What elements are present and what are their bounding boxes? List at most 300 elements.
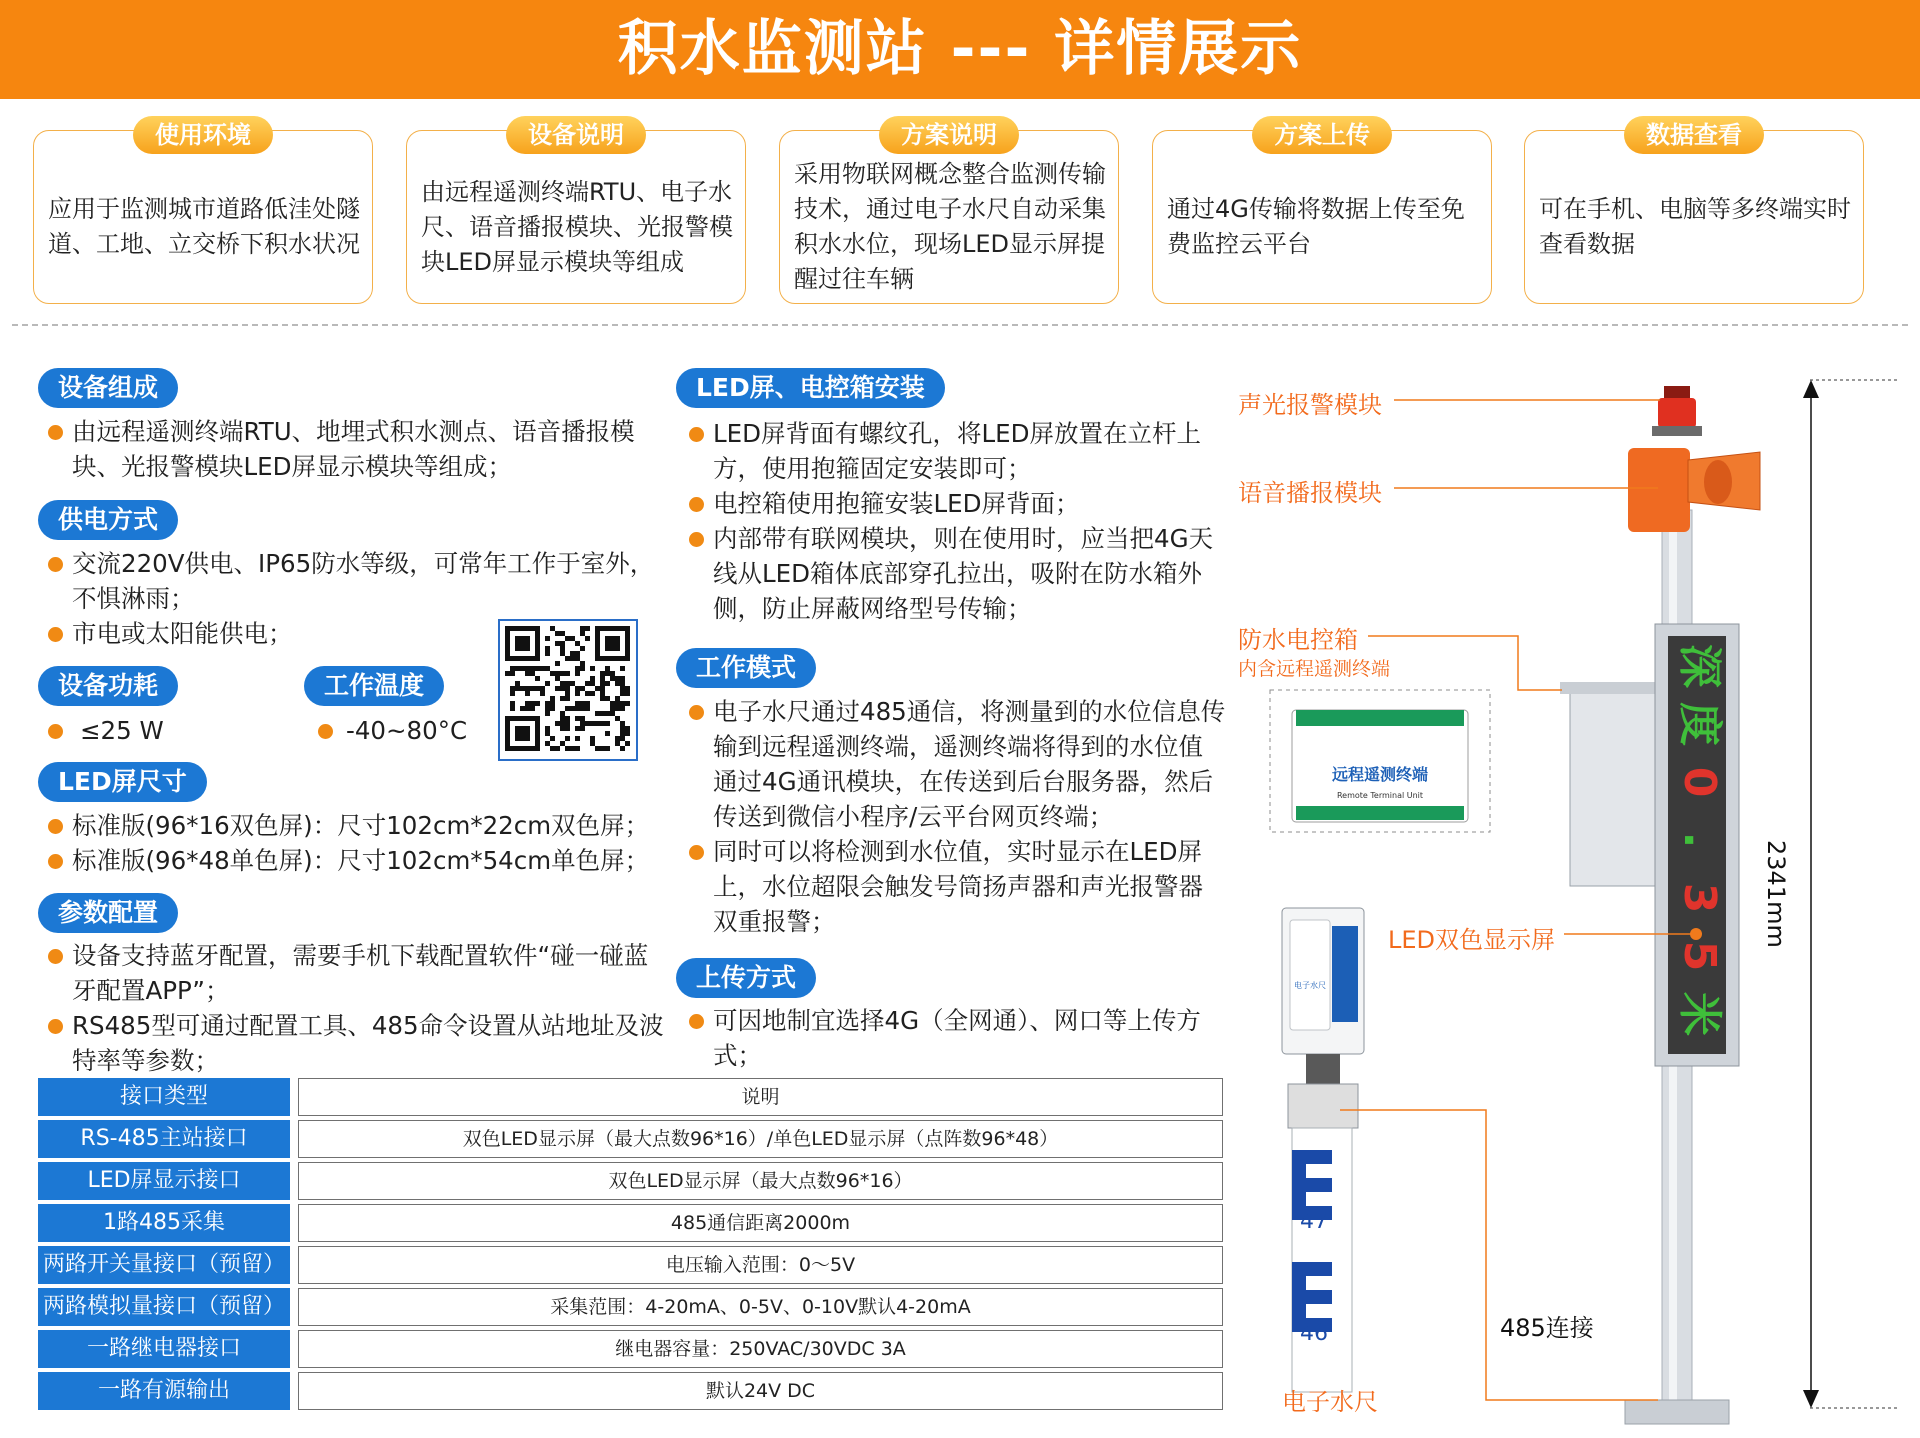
card-text: 采用物联网概念整合监测传输技术，通过电子水尺自动采集积水水位，现场LED显示屏提醒过往车辆	[794, 160, 1106, 293]
qr-module	[550, 626, 555, 631]
qr-module	[525, 641, 530, 646]
composition-text	[48, 414, 668, 484]
qr-module	[605, 671, 610, 676]
qr-module	[600, 626, 605, 631]
qr-module	[515, 636, 520, 641]
qr-module	[615, 656, 620, 661]
gauge-number: 47	[1300, 1209, 1328, 1234]
qr-module	[510, 671, 515, 676]
qr-module	[560, 716, 565, 721]
qr-module	[590, 681, 595, 686]
qr-module	[560, 671, 565, 676]
page-title: 积水监测站 --- 详情展示	[617, 14, 1303, 84]
qr-module	[515, 641, 520, 646]
section-title-power: 供电方式	[38, 500, 178, 540]
qr-module	[595, 686, 600, 691]
qr-module	[575, 691, 580, 696]
qr-module	[560, 641, 565, 646]
table-row	[38, 1162, 1224, 1200]
card-text: 可在手机、电脑等多终端实时查看数据	[1539, 195, 1851, 258]
qr-module	[580, 721, 585, 726]
qr-module	[600, 656, 605, 661]
led-character: .	[1674, 831, 1725, 849]
list-item: RS485型可通过配置工具、485命令设置从站地址及波特率等参数；	[48, 1008, 668, 1078]
qr-module	[510, 716, 515, 721]
qr-module	[570, 636, 575, 641]
qr-module	[605, 626, 610, 631]
qr-module	[625, 686, 630, 691]
section-title-temperature: 工作温度	[304, 666, 444, 706]
qr-module	[535, 626, 540, 631]
qr-module	[620, 746, 625, 751]
qr-module	[570, 746, 575, 751]
list-item: 标准版(96*16双色屏)：尺寸102cm*22cm双色屏；	[48, 808, 668, 843]
section-title-led-size: LED屏尺寸	[38, 762, 207, 802]
qr-module	[505, 741, 510, 746]
qr-module	[615, 741, 620, 746]
qr-module	[505, 721, 510, 726]
qr-module	[565, 686, 570, 691]
qr-module	[510, 656, 515, 661]
qr-module	[625, 646, 630, 651]
label-led-display: LED双色显示屏	[1388, 926, 1556, 954]
qr-module	[515, 646, 520, 651]
led-character: 5	[1674, 940, 1725, 972]
qr-module	[620, 736, 625, 741]
temperature-value	[318, 713, 467, 748]
qr-module	[580, 661, 585, 666]
qr-module	[505, 746, 510, 751]
qr-module	[625, 626, 630, 631]
qr-module	[515, 656, 520, 661]
rtu-name: 远程遥测终端	[1331, 765, 1429, 784]
list-item: 同时可以将检测到水位值，实时显示在LED屏上，水位超限会触发号筒扬声器和声光报警器双重报警；	[689, 834, 1227, 939]
qr-module	[610, 676, 615, 681]
qr-module	[625, 641, 630, 646]
control-box-lid	[1560, 682, 1660, 694]
qr-module	[565, 736, 570, 741]
qr-module	[520, 726, 525, 731]
qr-module	[600, 696, 605, 701]
qr-module	[535, 721, 540, 726]
qr-module	[620, 681, 625, 686]
qr-module	[530, 746, 535, 751]
qr-module	[525, 736, 530, 741]
qr-module	[510, 666, 515, 671]
dimension-arrow-bottom	[1803, 1390, 1819, 1408]
table-row	[38, 1330, 1224, 1368]
qr-module	[625, 656, 630, 661]
qr-module	[505, 656, 510, 661]
gauge-device-cable-box	[1306, 1054, 1340, 1084]
qr-module	[530, 666, 535, 671]
qr-module	[535, 736, 540, 741]
alarm-light	[1658, 398, 1696, 428]
qr-module	[515, 726, 520, 731]
table-cell-key: 两路开关量接口（预留）	[38, 1246, 290, 1284]
qr-module	[595, 626, 600, 631]
qr-module	[530, 701, 535, 706]
qr-module	[530, 716, 535, 721]
qr-module	[615, 716, 620, 721]
rtu-terminal-bottom	[1296, 806, 1464, 820]
qr-module	[570, 681, 575, 686]
qr-module	[620, 721, 625, 726]
qr-module	[610, 646, 615, 651]
qr-module	[525, 626, 530, 631]
table-cell-value: 485通信距离2000m	[298, 1204, 1223, 1242]
qr-module	[545, 681, 550, 686]
qr-module	[505, 726, 510, 731]
qr-module	[520, 646, 525, 651]
qr-module	[620, 706, 625, 711]
qr-module	[570, 706, 575, 711]
qr-module	[530, 656, 535, 661]
qr-module	[585, 681, 590, 686]
rtu-terminal-top	[1296, 710, 1464, 726]
table-cell-key: 一路继电器接口	[38, 1330, 290, 1368]
qr-module	[575, 641, 580, 646]
qr-module	[520, 706, 525, 711]
qr-module	[590, 721, 595, 726]
label-alarm-module: 声光报警模块	[1238, 391, 1382, 419]
qr-module	[600, 686, 605, 691]
qr-module	[510, 686, 515, 691]
label-485-link: 485连接	[1500, 1314, 1594, 1342]
qr-module	[605, 636, 610, 641]
list-item: 可因地制宜选择4G（全网通）、网口等上传方式；	[689, 1003, 1227, 1073]
qr-module	[545, 706, 550, 711]
qr-module	[525, 636, 530, 641]
qr-module	[515, 736, 520, 741]
qr-module	[610, 701, 615, 706]
list-item: 内部带有联网模块，则在使用时，应当把4G天线从LED箱体底部穿孔拉出，吸附在防水箱外侧，防止屏蔽网络型号传输；	[689, 521, 1227, 626]
qr-module	[620, 686, 625, 691]
qr-module	[620, 691, 625, 696]
qr-module	[595, 631, 600, 636]
qr-module	[535, 656, 540, 661]
qr-module	[505, 736, 510, 741]
label-dimension: 2341mm	[1762, 840, 1790, 948]
label-control-box-sub: 内含远程遥测终端	[1238, 658, 1391, 680]
qr-module	[575, 651, 580, 656]
qr-module	[550, 696, 555, 701]
qr-module	[555, 721, 560, 726]
card-solution-upload	[1152, 121, 1492, 304]
qr-module	[615, 626, 620, 631]
qr-module	[595, 651, 600, 656]
qr-module	[550, 701, 555, 706]
label-control-box: 防水电控箱	[1238, 626, 1358, 654]
qr-module	[535, 636, 540, 641]
qr-module	[590, 736, 595, 741]
qr-module	[505, 636, 510, 641]
qr-module	[535, 646, 540, 651]
table-row	[38, 1120, 1224, 1158]
qr-module	[505, 731, 510, 736]
consumption-value	[48, 713, 164, 748]
qr-module	[520, 636, 525, 641]
qr-module	[565, 696, 570, 701]
qr-module	[600, 711, 605, 716]
qr-module	[600, 676, 605, 681]
qr-module	[605, 721, 610, 726]
qr-module	[610, 656, 615, 661]
qr-module	[540, 666, 545, 671]
table-header-value: 说明	[298, 1078, 1223, 1116]
qr-code-image	[500, 621, 636, 759]
qr-module	[565, 671, 570, 676]
qr-module	[575, 701, 580, 706]
qr-module	[535, 716, 540, 721]
gauge-device-panel	[1290, 920, 1330, 1030]
qr-module	[580, 646, 585, 651]
qr-module	[625, 636, 630, 641]
led-size-text	[48, 808, 668, 878]
qr-module	[620, 676, 625, 681]
led-character: 3	[1674, 882, 1725, 914]
list-item: 交流220V供电、IP65防水等级，可常年工作于室外，不惧淋雨；	[48, 546, 668, 616]
table-row	[38, 1372, 1224, 1410]
list-item: 市电或太阳能供电；	[48, 616, 668, 651]
qr-module	[525, 691, 530, 696]
led-character: 0	[1674, 766, 1725, 798]
qr-module	[520, 666, 525, 671]
qr-module	[610, 626, 615, 631]
qr-module	[525, 666, 530, 671]
qr-module	[610, 671, 615, 676]
qr-module	[595, 636, 600, 641]
qr-module	[505, 651, 510, 656]
card-title: 设备说明	[506, 116, 646, 154]
list-item: 电子水尺通过485通信，将测量到的水位信息传输到远程遥测终端，遥测终端将得到的水位值通过4G通讯模块，在传送到后台服务器，然后传送到微信小程序/云平台网页终端；	[689, 694, 1227, 834]
qr-module	[575, 671, 580, 676]
qr-module	[535, 726, 540, 731]
gauge-number: 46	[1300, 1321, 1328, 1346]
gauge-device-label: 电子水尺	[1294, 981, 1326, 990]
qr-module	[515, 681, 520, 686]
qr-module	[515, 731, 520, 736]
qr-module	[605, 646, 610, 651]
gauge-device-sticker	[1332, 926, 1358, 1022]
qr-module	[515, 746, 520, 751]
qr-module	[590, 676, 595, 681]
qr-module	[600, 721, 605, 726]
card-title: 方案说明	[879, 116, 1019, 154]
qr-module	[525, 646, 530, 651]
qr-module	[605, 641, 610, 646]
pole-base	[1625, 1400, 1729, 1424]
card-solution-description	[779, 121, 1119, 304]
qr-module	[575, 656, 580, 661]
qr-module	[585, 721, 590, 726]
qr-module	[555, 746, 560, 751]
qr-module	[535, 741, 540, 746]
qr-module	[615, 696, 620, 701]
qr-module	[585, 626, 590, 631]
qr-module	[560, 721, 565, 726]
qr-module	[535, 666, 540, 671]
work-mode-text	[689, 694, 1227, 939]
qr-module	[585, 706, 590, 711]
qr-module	[525, 746, 530, 751]
callout-line-485	[1340, 1110, 1658, 1400]
list-item: 设备支持蓝牙配置，需要手机下载配置软件“碰一碰蓝牙配置APP”；	[48, 938, 668, 1008]
qr-module	[585, 636, 590, 641]
table-cell-value: 双色LED显示屏（最大点数96*16）	[298, 1162, 1223, 1200]
qr-module	[565, 716, 570, 721]
qr-module	[595, 646, 600, 651]
qr-module	[585, 691, 590, 696]
section-title-work-mode: 工作模式	[676, 648, 816, 688]
qr-module	[625, 726, 630, 731]
qr-module	[515, 666, 520, 671]
qr-module	[575, 686, 580, 691]
section-title-config: 参数配置	[38, 893, 178, 933]
qr-module	[545, 741, 550, 746]
qr-module	[590, 741, 595, 746]
qr-module	[535, 701, 540, 706]
qr-module	[535, 746, 540, 751]
card-text: 由远程遥测终端RTU、电子水尺、语音播报模块、光报警模块LED屏显示模块等组成	[421, 177, 733, 276]
qr-module	[520, 626, 525, 631]
qr-module	[520, 746, 525, 751]
gauge-bracket	[1288, 1084, 1358, 1128]
qr-module	[615, 681, 620, 686]
qr-module	[505, 671, 510, 676]
qr-module	[510, 706, 515, 711]
qr-module	[570, 656, 575, 661]
qr-module	[605, 711, 610, 716]
qr-module	[560, 631, 565, 636]
table-row	[38, 1246, 1224, 1284]
qr-module	[565, 726, 570, 731]
qr-module	[575, 726, 580, 731]
qr-module	[505, 716, 510, 721]
qr-module	[625, 631, 630, 636]
upload-text	[689, 1003, 1227, 1073]
qr-module	[570, 651, 575, 656]
table-header-row	[38, 1078, 1224, 1116]
qr-module	[555, 676, 560, 681]
qr-module	[535, 641, 540, 646]
section-title-consumption: 设备功耗	[38, 666, 178, 706]
qr-module	[595, 721, 600, 726]
qr-module	[575, 736, 580, 741]
qr-module	[545, 636, 550, 641]
qr-module	[615, 736, 620, 741]
qr-module	[610, 711, 615, 716]
qr-module	[550, 746, 555, 751]
label-water-gauge: 电子水尺	[1282, 1388, 1378, 1416]
rtu-subtitle: Remote Terminal Unit	[1336, 791, 1424, 800]
qr-module	[565, 746, 570, 751]
qr-module	[580, 726, 585, 731]
qr-module	[525, 656, 530, 661]
qr-module	[545, 711, 550, 716]
qr-module	[540, 686, 545, 691]
qr-module	[595, 746, 600, 751]
qr-module	[525, 671, 530, 676]
qr-module	[595, 711, 600, 716]
section-divider	[12, 324, 1908, 326]
qr-module	[510, 701, 515, 706]
qr-module	[510, 626, 515, 631]
qr-module	[615, 641, 620, 646]
qr-module	[585, 701, 590, 706]
qr-module	[560, 696, 565, 701]
table-cell-key: 一路有源输出	[38, 1372, 290, 1410]
qr-module	[615, 646, 620, 651]
qr-module	[505, 626, 510, 631]
card-usage-environment	[33, 121, 373, 304]
qr-module	[580, 626, 585, 631]
list-item: ≤25 W	[48, 713, 164, 748]
qr-module	[625, 741, 630, 746]
qr-module	[560, 741, 565, 746]
qr-module	[530, 626, 535, 631]
qr-module	[600, 691, 605, 696]
qr-module	[555, 671, 560, 676]
label-speaker-module: 语音播报模块	[1238, 479, 1382, 507]
alarm-base	[1652, 426, 1702, 436]
qr-module	[580, 686, 585, 691]
qr-module	[545, 651, 550, 656]
control-box	[1570, 690, 1656, 886]
qr-module	[605, 681, 610, 686]
qr-module	[525, 706, 530, 711]
qr-module	[590, 691, 595, 696]
qr-module	[605, 656, 610, 661]
device-diagram	[1240, 360, 1920, 1438]
callout-line-box	[1368, 636, 1562, 690]
table-cell-key: 两路模拟量接口（预留）	[38, 1288, 290, 1326]
qr-module	[505, 641, 510, 646]
qr-module	[615, 676, 620, 681]
card-device-description	[406, 121, 746, 304]
table-cell-value: 电压输入范围：0～5V	[298, 1246, 1223, 1284]
qr-module	[550, 706, 555, 711]
qr-module	[520, 731, 525, 736]
qr-module	[525, 686, 530, 691]
qr-module	[535, 631, 540, 636]
qr-module	[535, 686, 540, 691]
qr-module	[555, 661, 560, 666]
qr-module	[525, 731, 530, 736]
qr-module	[565, 691, 570, 696]
list-item: 标准版(96*48单色屏)：尺寸102cm*54cm单色屏；	[48, 843, 668, 878]
qr-module	[520, 736, 525, 741]
qr-module	[515, 626, 520, 631]
qr-code	[498, 619, 638, 761]
card-title: 数据查看	[1624, 116, 1764, 154]
card-data-view	[1524, 121, 1864, 304]
table-cell-key: 1路485采集	[38, 1204, 290, 1242]
card-text: 通过4G传输将数据上传至免费监控云平台	[1167, 195, 1465, 258]
qr-module	[575, 666, 580, 671]
qr-module	[620, 701, 625, 706]
qr-module	[555, 686, 560, 691]
qr-module	[580, 701, 585, 706]
qr-module	[565, 656, 570, 661]
list-item: -40~80°C	[318, 713, 467, 748]
qr-module	[535, 651, 540, 656]
list-item: LED屏背面有螺纹孔，将LED屏放置在立杆上方，使用抱箍固定安装即可；	[689, 416, 1227, 486]
table-header-key: 接口类型	[38, 1078, 290, 1116]
section-title-install: LED屏、电控箱安装	[676, 368, 945, 408]
led-character: 深	[1674, 644, 1725, 688]
qr-module	[535, 731, 540, 736]
